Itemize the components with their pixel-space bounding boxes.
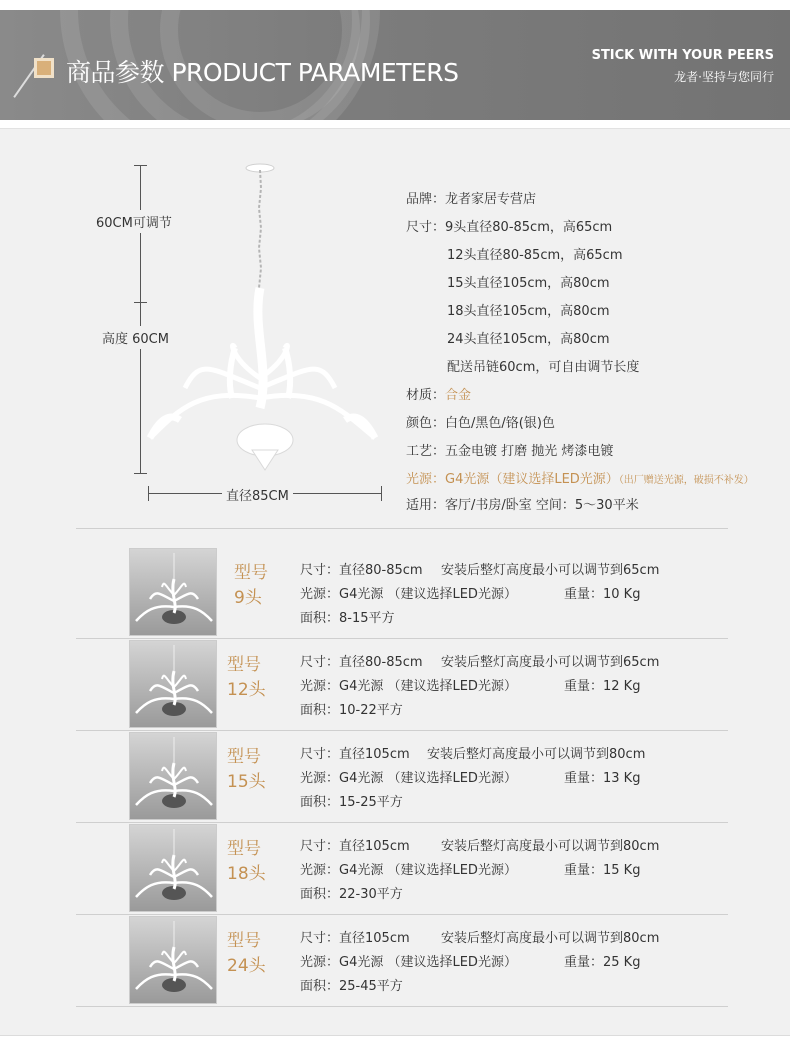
- spec-size-18: 18头直径105cm，高80cm: [447, 304, 610, 319]
- model-size: 尺寸：直径80-85cm: [300, 563, 423, 578]
- slogan-cn: 龙者·坚持与您同行: [674, 70, 774, 84]
- spec-light-note: （出厂赠送光源，破损不补发）: [618, 475, 754, 486]
- slogan-en: STICK WITH YOUR PEERS: [591, 48, 774, 63]
- model-area: 面积：8-15平方: [300, 611, 395, 626]
- model-size: 尺寸：直径105cm: [300, 747, 410, 762]
- model-light-source: 光源：G4光源 （建议选择LED光源）: [300, 587, 517, 602]
- model-light-source: 光源：G4光源 （建议选择LED光源）: [300, 863, 517, 878]
- model-weight: 重量：12 Kg: [564, 679, 641, 694]
- model-weight: 重量：25 Kg: [564, 955, 641, 970]
- spec-material: [406, 384, 471, 403]
- model-heads: 18头: [227, 864, 266, 884]
- model-label: 型号: [227, 655, 261, 675]
- page-title: 商品参数 PRODUCT PARAMETERS: [66, 58, 459, 87]
- model-weight: 重量：15 Kg: [564, 863, 641, 878]
- spec-size-9: 尺寸：9头直径80-85cm，高65cm: [406, 220, 613, 235]
- model-area: 面积：22-30平方: [300, 887, 403, 902]
- model-weight: 重量：13 Kg: [564, 771, 641, 786]
- height-label: 高度 60CM: [102, 326, 169, 349]
- model-thumbnail: [129, 640, 217, 728]
- model-install-height: 安装后整灯高度最小可以调节到80cm: [441, 931, 660, 946]
- dimension-tick: [381, 486, 382, 501]
- spec-chain-note: 配送吊链60cm，可自由调节长度: [447, 360, 640, 375]
- model-light-source: 光源：G4光源 （建议选择LED光源）: [300, 955, 517, 970]
- model-weight: 重量：10 Kg: [564, 587, 641, 602]
- model-heads: 12头: [227, 680, 266, 700]
- model-heads: 15头: [227, 772, 266, 792]
- model-size: 尺寸：直径105cm: [300, 931, 410, 946]
- spec-material-value: 合金: [445, 388, 472, 403]
- model-install-height: 安装后整灯高度最小可以调节到65cm: [441, 563, 660, 578]
- model-divider: [76, 914, 728, 915]
- model-size: 尺寸：直径80-85cm: [300, 655, 423, 670]
- spec-usage: 适用：客厅/书房/卧室 空间：5～30平米: [406, 498, 639, 513]
- model-label: 型号: [234, 563, 268, 583]
- model-thumbnail: [129, 548, 217, 636]
- model-light-source: 光源：G4光源 （建议选择LED光源）: [300, 771, 517, 786]
- chandelier-image: [140, 158, 385, 478]
- model-thumbnail: [129, 824, 217, 912]
- title-square-icon: [34, 58, 54, 78]
- diameter-label: 直径85CM: [222, 485, 293, 504]
- model-thumbnail: [129, 916, 217, 1004]
- spec-brand: 品牌：龙者家居专营店: [406, 192, 537, 207]
- model-label: 型号: [227, 839, 261, 859]
- chain-length-label: 60CM可调节: [96, 210, 172, 233]
- model-divider: [76, 638, 728, 639]
- spec-size-24: 24头直径105cm，高80cm: [447, 332, 610, 347]
- spec-size-15: 15头直径105cm，高80cm: [447, 276, 610, 291]
- model-install-height: 安装后整灯高度最小可以调节到80cm: [427, 747, 646, 762]
- model-divider: [76, 822, 728, 823]
- model-heads: 24头: [227, 956, 266, 976]
- spec-material-label: 材质：: [406, 388, 446, 403]
- header-banner: [0, 10, 790, 120]
- model-heads: 9头: [234, 588, 262, 608]
- model-area: 面积：15-25平方: [300, 795, 403, 810]
- model-light-source: 光源：G4光源 （建议选择LED光源）: [300, 679, 517, 694]
- model-label: 型号: [227, 747, 261, 767]
- model-area: 面积：10-22平方: [300, 703, 403, 718]
- dimension-tick: [148, 486, 149, 501]
- model-install-height: 安装后整灯高度最小可以调节到65cm: [441, 655, 660, 670]
- spec-color: 颜色：白色/黑色/铬(银)色: [406, 416, 555, 431]
- model-size: 尺寸：直径105cm: [300, 839, 410, 854]
- spec-size-12: 12头直径80-85cm，高65cm: [447, 248, 623, 263]
- spec-light-source: [406, 468, 754, 487]
- section-divider: [76, 528, 728, 529]
- model-area: 面积：25-45平方: [300, 979, 403, 994]
- model-divider: [76, 730, 728, 731]
- spec-craft: 工艺：五金电镀 打磨 抛光 烤漆电镀: [406, 444, 614, 459]
- model-label: 型号: [227, 931, 261, 951]
- model-thumbnail: [129, 732, 217, 820]
- spec-light-source-text: 光源：G4光源（建议选择LED光源）: [406, 472, 619, 487]
- model-divider: [76, 1006, 728, 1007]
- model-install-height: 安装后整灯高度最小可以调节到80cm: [441, 839, 660, 854]
